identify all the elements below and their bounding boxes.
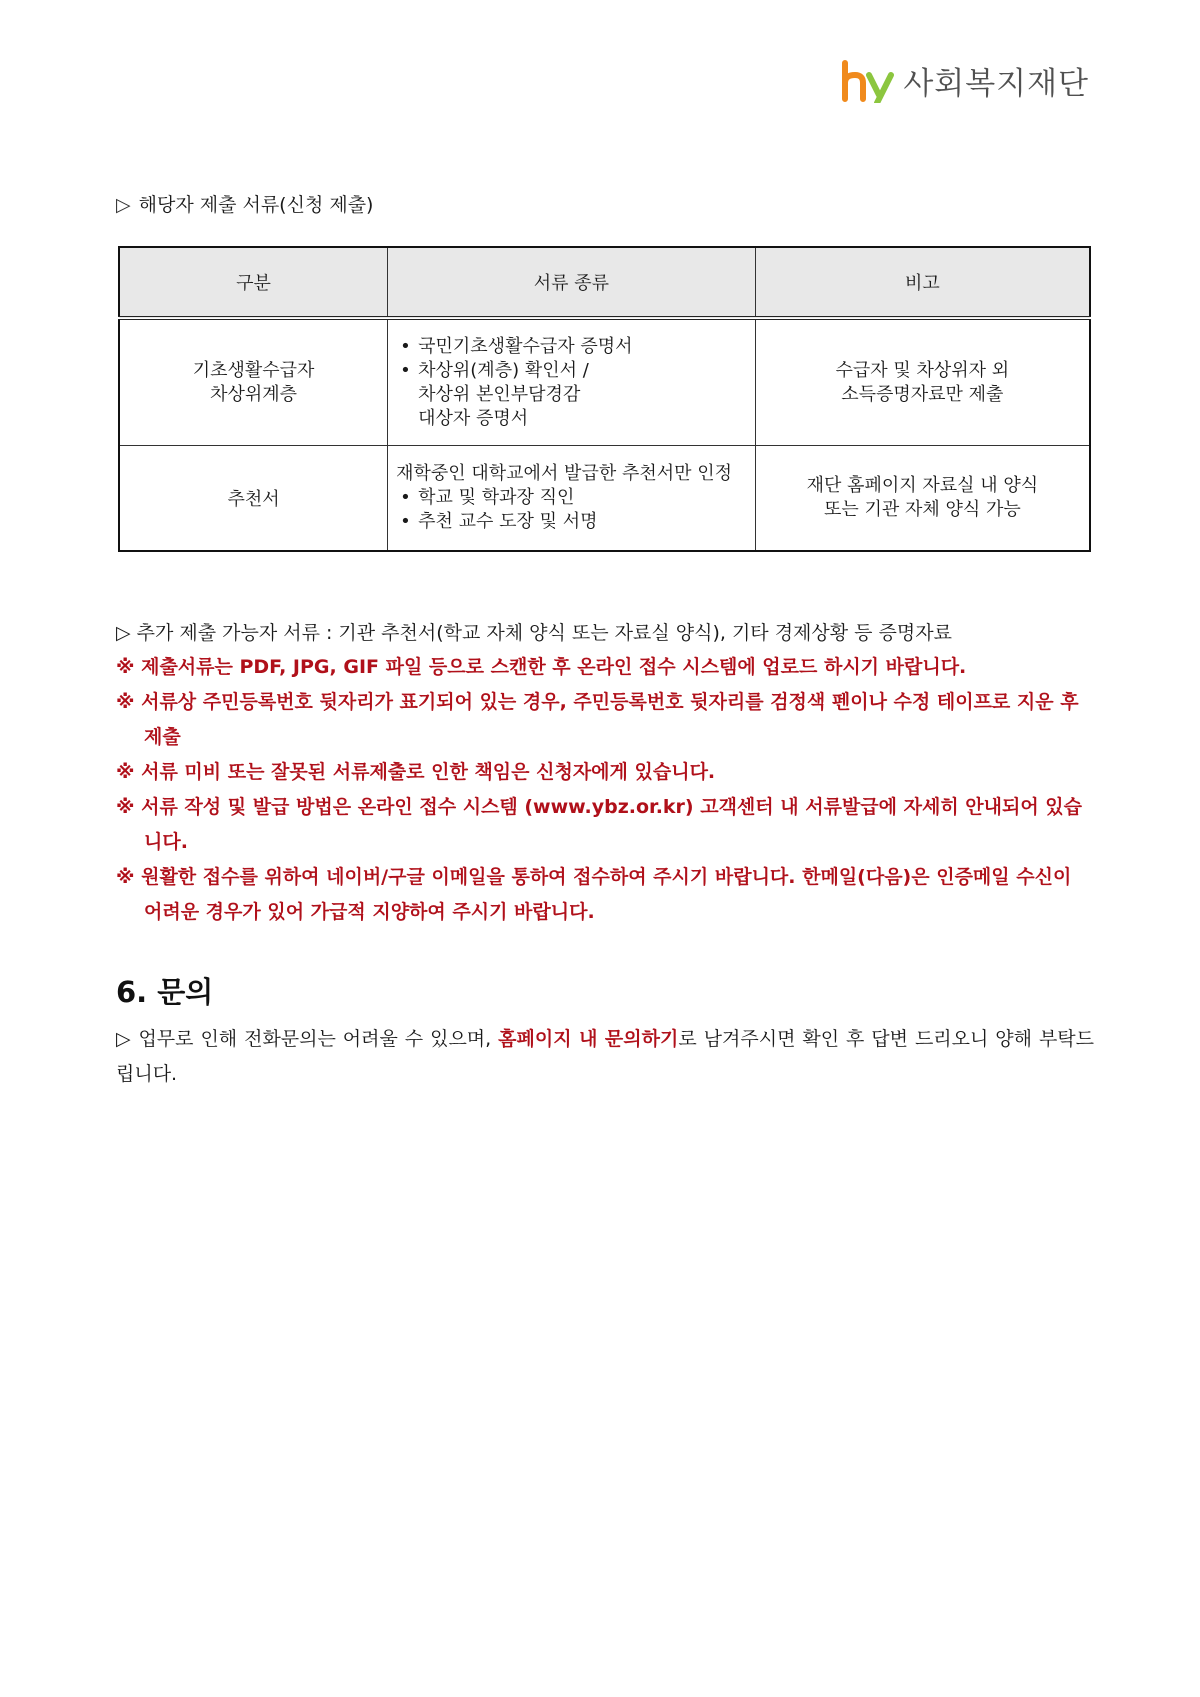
row-note bbox=[755, 446, 1090, 552]
section-title-text: 해당자 제출 서류(신청 제출) bbox=[138, 194, 374, 216]
hy-logo-mark bbox=[841, 59, 895, 103]
doc-intro: 재학중인 대학교에서 발급한 추천서만 인정 bbox=[396, 463, 732, 484]
row-docs bbox=[388, 446, 756, 552]
header-note: 비고 bbox=[755, 247, 1090, 318]
table-row bbox=[119, 446, 1090, 552]
row-category bbox=[119, 446, 388, 552]
table-row bbox=[119, 318, 1090, 446]
header-category: 구분 bbox=[119, 247, 388, 318]
note-line: 수급자 및 차상위자 외 bbox=[835, 359, 1010, 381]
section-title-documents bbox=[116, 190, 373, 217]
inquiry-link-text: 홈페이지 내 문의하기 bbox=[498, 1028, 679, 1050]
note-line: 재단 홈페이지 자료실 내 양식 bbox=[806, 475, 1039, 496]
doc-continuation: 차상위 본인부담경감 bbox=[418, 383, 581, 405]
note-line: 또는 기관 자체 양식 가능 bbox=[823, 499, 1021, 520]
extra-docs-note: ▷ 추가 제출 가능자 서류 : 기관 추천서(학교 자체 양식 또는 자료실 양식), 기타 경제상황 등 증명자료 bbox=[116, 622, 952, 644]
org-name: 사회복지재단 bbox=[903, 66, 1089, 102]
documents-table bbox=[118, 246, 1091, 552]
inquiry-paragraph bbox=[116, 1022, 1094, 1092]
section-heading-inquiry: 6. 문의 bbox=[116, 975, 214, 1009]
hy-logo-icon bbox=[841, 59, 895, 103]
notes-block bbox=[116, 616, 1096, 930]
warning-note: ※ 제출서류는 PDF, JPG, GIF 파일 등으로 스캔한 후 온라인 접수 시스템에 업로드 하시기 바랍니다. bbox=[116, 656, 967, 678]
warning-note: ※ 서류 미비 또는 잘못된 서류제출로 인한 책임은 신청자에게 있습니다. bbox=[116, 761, 716, 783]
category-line: 추천서 bbox=[227, 489, 280, 510]
doc-bullet: • 국민기초생활수급자 증명서 bbox=[396, 335, 747, 359]
doc-bullet: • 학교 및 학과장 직인 bbox=[396, 486, 747, 510]
header-doc-type: 서류 종류 bbox=[388, 247, 756, 318]
row-category bbox=[119, 318, 388, 446]
inquiry-text: 로 남겨주시면 확인 후 답변 드리오니 양해 부탁드립니다. bbox=[116, 1028, 1095, 1085]
table-header-row bbox=[119, 247, 1090, 318]
row-note bbox=[755, 318, 1090, 446]
warning-note: ※ 서류상 주민등록번호 뒷자리가 표기되어 있는 경우, 주민등록번호 뒷자리를 검정색 펜이나 수정 테이프로 지운 후 제출 bbox=[116, 691, 1079, 748]
category-line: 기초생활수급자 bbox=[192, 359, 315, 381]
arrow-icon: ▷ bbox=[116, 194, 131, 216]
note-line: 소득증명자료만 제출 bbox=[841, 383, 1004, 405]
org-logo bbox=[841, 58, 1089, 103]
doc-bullet: • 추천 교수 도장 및 서명 bbox=[396, 510, 747, 534]
category-line: 차상위계층 bbox=[210, 383, 298, 405]
warning-note: ※ 원활한 접수를 위하여 네이버/구글 이메일을 통하여 접수하여 주시기 바랍니다. 한메일(다음)은 인증메일 수신이 어려운 경우가 있어 가급적 지양하여 주시기 바랍니다. bbox=[116, 866, 1072, 923]
doc-continuation: 대상자 증명서 bbox=[418, 407, 529, 429]
warning-note: ※ 서류 작성 및 발급 방법은 온라인 접수 시스템 (www.ybz.or.kr) 고객센터 내 서류발급에 자세히 안내되어 있습니다. bbox=[116, 796, 1083, 853]
row-docs bbox=[388, 318, 756, 446]
doc-bullet: • 차상위(계층) 확인서 / bbox=[396, 359, 747, 383]
inquiry-text: ▷ 업무로 인해 전화문의는 어려울 수 있으며, bbox=[116, 1028, 499, 1050]
